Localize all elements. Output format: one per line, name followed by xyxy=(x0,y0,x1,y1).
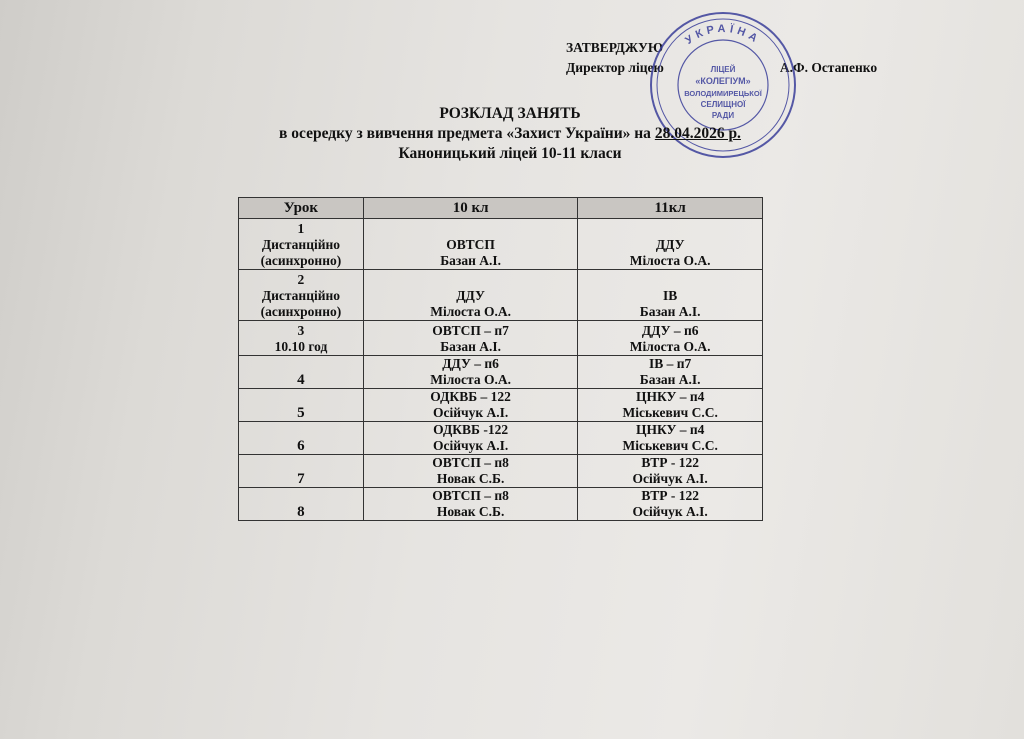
subject: ДДУ xyxy=(655,237,685,252)
svg-text:УКРАЇНА xyxy=(683,22,762,47)
teacher: Міськевич С.С. xyxy=(622,405,718,420)
schedule-table xyxy=(238,197,763,521)
subject: ВТР - 122 xyxy=(641,455,699,470)
class10-cell xyxy=(363,389,577,422)
subject: ОДКВБ -122 xyxy=(433,422,509,437)
header-class-10: 10 кл xyxy=(363,198,577,219)
teacher: Мілоста О.А. xyxy=(629,253,711,268)
teacher: Мілоста О.А. xyxy=(430,304,511,319)
teacher: Базан А.І. xyxy=(639,304,701,319)
title-heading: РОЗКЛАД ЗАНЯТЬ xyxy=(439,105,581,122)
table-row xyxy=(239,389,763,422)
lesson-cell: 7 xyxy=(239,455,364,488)
subject: ОВТСП – п7 xyxy=(432,323,509,338)
subject: ОДКВБ – 122 xyxy=(430,389,511,404)
subject: ЦНКУ – п4 xyxy=(635,422,705,437)
subject: ЦНКУ – п4 xyxy=(635,389,705,404)
teacher: Мілоста О.А. xyxy=(629,339,711,354)
lesson-cell: 5 xyxy=(239,389,364,422)
stamp-line2: «КОЛЕГІУМ» xyxy=(695,76,751,86)
lesson-mode-detail: (асинхронно) xyxy=(260,304,342,319)
title-school: Каноницький ліцей 10-11 класи xyxy=(398,145,622,162)
teacher: Осійчук А.І. xyxy=(432,438,509,453)
director-label: Директор ліцею xyxy=(566,60,664,75)
lesson-mode-detail: (асинхронно) xyxy=(260,253,342,268)
table-row xyxy=(239,455,763,488)
stamp-country: УКРАЇНА xyxy=(683,22,763,47)
lesson-cell: 8 xyxy=(239,488,364,521)
lesson-number: 2 xyxy=(297,272,305,287)
class10-cell xyxy=(363,422,577,455)
lesson-cell xyxy=(239,219,364,270)
class10-cell xyxy=(363,270,577,321)
lesson-cell xyxy=(239,321,364,356)
class11-cell xyxy=(578,455,763,488)
teacher: Мілоста О.А. xyxy=(430,372,511,387)
lesson-mode: Дистанційно xyxy=(261,288,341,303)
header-class-11: 11кл xyxy=(578,198,763,219)
class10-cell xyxy=(363,219,577,270)
class11-cell xyxy=(578,356,763,389)
table-row xyxy=(239,356,763,389)
subject: ОВТСП – п8 xyxy=(432,455,509,470)
teacher: Новак С.Б. xyxy=(436,471,505,486)
class10-cell xyxy=(363,455,577,488)
schedule-date: 28.04.2026 р. xyxy=(654,125,741,142)
lesson-cell xyxy=(239,270,364,321)
class11-cell xyxy=(578,488,763,521)
table-row xyxy=(239,422,763,455)
lesson-number: 3 xyxy=(297,323,305,338)
teacher: Осійчук А.І. xyxy=(632,504,708,519)
class10-cell xyxy=(363,321,577,356)
subtitle-text: в осередку з вивчення предмета «Захист України» на xyxy=(279,125,655,142)
class10-cell xyxy=(363,488,577,521)
director-name: А.Ф. Остапенко xyxy=(779,60,878,75)
subject: ОВТСП xyxy=(446,237,495,252)
table-row xyxy=(239,270,763,321)
teacher: Міськевич С.С. xyxy=(622,438,718,453)
class11-cell xyxy=(578,321,763,356)
class10-cell xyxy=(363,356,577,389)
teacher: Базан А.І. xyxy=(440,253,501,268)
teacher: Базан А.І. xyxy=(639,372,701,387)
table-header-row xyxy=(239,198,763,219)
stamp-line5: РАДИ xyxy=(711,111,735,120)
subject: ДДУ – п6 xyxy=(442,356,499,371)
class11-cell xyxy=(578,389,763,422)
header-lesson: Урок xyxy=(239,198,364,219)
class11-cell xyxy=(578,219,763,270)
lesson-cell: 4 xyxy=(239,356,364,389)
subject: ІВ – п7 xyxy=(649,356,692,371)
title-subtitle xyxy=(150,124,870,144)
teacher: Осійчук А.І. xyxy=(432,405,509,420)
lesson-cell: 6 xyxy=(239,422,364,455)
lesson-time: 10.10 год xyxy=(274,339,328,354)
lesson-mode: Дистанційно xyxy=(261,237,341,252)
teacher: Базан А.І. xyxy=(440,339,501,354)
stamp-line4: СЕЛИЩНОЇ xyxy=(700,100,746,109)
class11-cell xyxy=(578,270,763,321)
subject: ДДУ – п6 xyxy=(641,323,699,338)
table-row xyxy=(239,219,763,270)
subject: ВТР - 122 xyxy=(641,488,699,503)
subject: ОВТСП – п8 xyxy=(432,488,509,503)
stamp-line1: ЛІЦЕЙ xyxy=(710,65,736,74)
class11-cell xyxy=(578,422,763,455)
approval-title: ЗАТВЕРДЖУЮ xyxy=(566,40,664,55)
table-row xyxy=(239,488,763,521)
table-row xyxy=(239,321,763,356)
teacher: Осійчук А.І. xyxy=(632,471,708,486)
subject: ІВ xyxy=(663,288,678,303)
lesson-number: 1 xyxy=(297,221,305,236)
teacher: Новак С.Б. xyxy=(436,504,505,519)
stamp-line3: ВОЛОДИМИРЕЦЬКОЇ xyxy=(684,89,762,98)
subject: ДДУ xyxy=(456,288,485,303)
document-title xyxy=(150,104,870,164)
